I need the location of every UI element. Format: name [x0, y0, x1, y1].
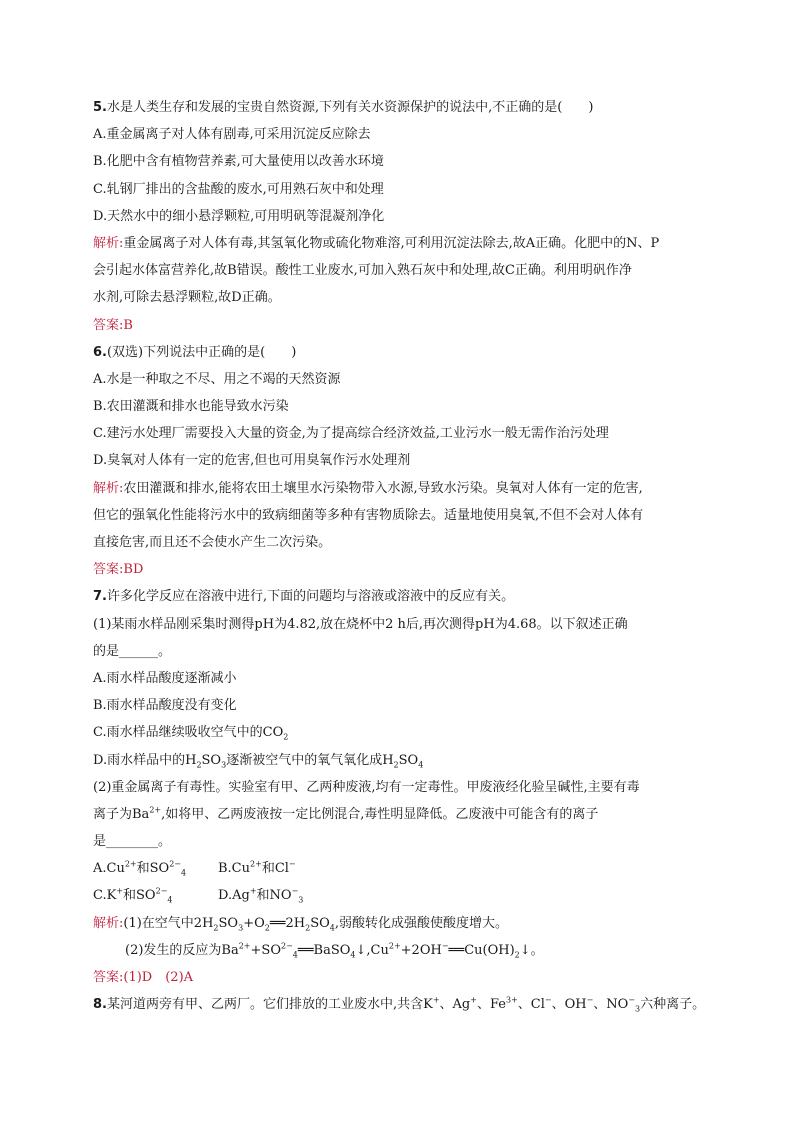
analysis-line: 但它的强氧化性能将污水中的致病细菌等多种有害物质除去。适量地使用臭氧,不但不会对人体有 — [93, 507, 644, 523]
question-number: 8. — [93, 997, 107, 1013]
option-row — [93, 882, 723, 909]
option-b: $B.Cu^{2+}$和Cl− — [218, 859, 296, 877]
answer-line — [93, 312, 723, 339]
option-a: A.重金属离子对人体有剧毒,可采用沉淀反应除去 — [93, 127, 371, 143]
option-row — [93, 855, 723, 882]
analysis-line: (2)发生的反应为$Ba^{2+}+SO^{2-}_4══BaSO_4↓,Cu^{2+}+2OH^-══Cu(OH)_2↓$。 — [125, 941, 544, 960]
option-b: B.雨水样品酸度没有变化 — [93, 698, 237, 714]
question-text: (双选)下列说法中正确的是( ) — [106, 344, 297, 360]
analysis-line: 直接危害,而且还不会使水产生二次污染。 — [93, 535, 332, 550]
question-number: 6. — [93, 344, 107, 360]
analysis-line: 会引起水体富营养化,故B错误。酸性工业废水,可加入熟石灰中和处理,故C正确。利用明矾作净 — [93, 263, 632, 279]
option-d: D.臭氧对人体有一定的危害,但也可用臭氧作污水处理剂 — [93, 453, 411, 469]
option-d: D.天然水中的细小悬浮颗粒,可用明矾等混凝剂净化 — [93, 208, 385, 224]
answer-value: BD — [123, 562, 144, 578]
option-a: A.水是一种取之不尽、用之不竭的天然资源 — [93, 371, 341, 387]
option-a: $A.Cu^{2+}$和$SO^{2-}_4$ — [93, 859, 187, 878]
part-1-text: 的是______。 — [93, 643, 172, 659]
answer-value: B — [123, 317, 133, 333]
option-b: B.农田灌溉和排水也能导致水污染 — [93, 399, 289, 415]
question-8-stem: 8.某河道两旁有甲、乙两厂。它们排放的工业废水中,共含K+、Ag+、$Fe^{3+}$、Cl−、OH−、$NO^-_3$六种离子。 — [93, 995, 706, 1014]
analysis-line: 解析:(1)在空气中$2H_2SO_3+O_2══2H_2SO_4$,弱酸转化成强酸使酸度增大。 — [93, 915, 509, 933]
answer-line — [93, 964, 723, 991]
part-2-text: 是________。 — [93, 834, 172, 850]
document-page — [93, 94, 723, 1018]
option-d: D.Ag+和$NO^-_3$ — [218, 887, 304, 906]
answer-label: 答案: — [93, 970, 124, 985]
part-2-text: 离子为$Ba^{2+}$,如将甲、乙两废液按一定比例混合,毒性明显降低。乙废液中可能含有的离子 — [93, 805, 599, 822]
question-text: 水是人类生存和发展的宝贵自然资源,下列有关水资源保护的说法中,不正确的是( ) — [106, 100, 594, 115]
option-b: B.化肥中含有植物营养素,可大量使用以改善水环境 — [93, 154, 384, 170]
analysis-line: 水剂,可除去悬浮颗粒,故D正确。 — [93, 290, 281, 306]
analysis-line: 解析:重金属离子对人体有毒,其氢氧化物或硫化物难溶,可利用沉淀法除去,故A正确。化肥中的N、P — [93, 235, 660, 251]
option-c: C.雨水样品继续吸收空气中的$CO_2$ — [93, 725, 289, 742]
question-5-stem — [93, 94, 723, 121]
answer-value: (1)D (2)A — [123, 970, 194, 985]
question-text: 许多化学反应在溶液中进行,下面的问题均与溶液或溶液中的反应有关。 — [106, 589, 515, 605]
analysis-label: 解析: — [93, 235, 124, 251]
option-d: D.雨水样品中的$H_2SO_3$逐渐被空气中的氧气氧化成$H_2SO_4$ — [93, 752, 424, 770]
answer-label: 答案: — [93, 317, 124, 333]
question-number: 5. — [93, 100, 107, 115]
answer-line — [93, 556, 723, 583]
option-a: A.雨水样品酸度逐渐减小 — [93, 670, 237, 686]
option-c: C.轧钢厂排出的含盐酸的废水,可用熟石灰中和处理 — [93, 181, 384, 197]
analysis-label: 解析: — [93, 480, 124, 496]
analysis-label: 解析: — [93, 915, 124, 931]
part-1-text: (1)某雨水样品刚采集时测得pH为4.82,放在烧杯中2 h后,再次测得pH为4.68。以下叙述正确 — [93, 616, 628, 632]
question-number: 7. — [93, 589, 107, 605]
part-2-text: (2)重金属离子有毒性。实验室有甲、乙两种废液,均有一定毒性。甲废液经化验呈碱性,主要有毒 — [93, 779, 640, 795]
option-c: C.建污水处理厂需要投入大量的资金,为了提高综合经济效益,工业污水一般无需作治污处理 — [93, 426, 609, 442]
analysis-line: 解析:农田灌溉和排水,能将农田土壤里水污染物带入水源,导致水污染。臭氧对人体有一定的危害, — [93, 480, 643, 496]
question-7-stem — [93, 583, 723, 610]
answer-label: 答案: — [93, 562, 124, 578]
question-6-stem — [93, 339, 723, 366]
option-c: C.K+和$SO^{2-}_4$ — [93, 887, 173, 906]
